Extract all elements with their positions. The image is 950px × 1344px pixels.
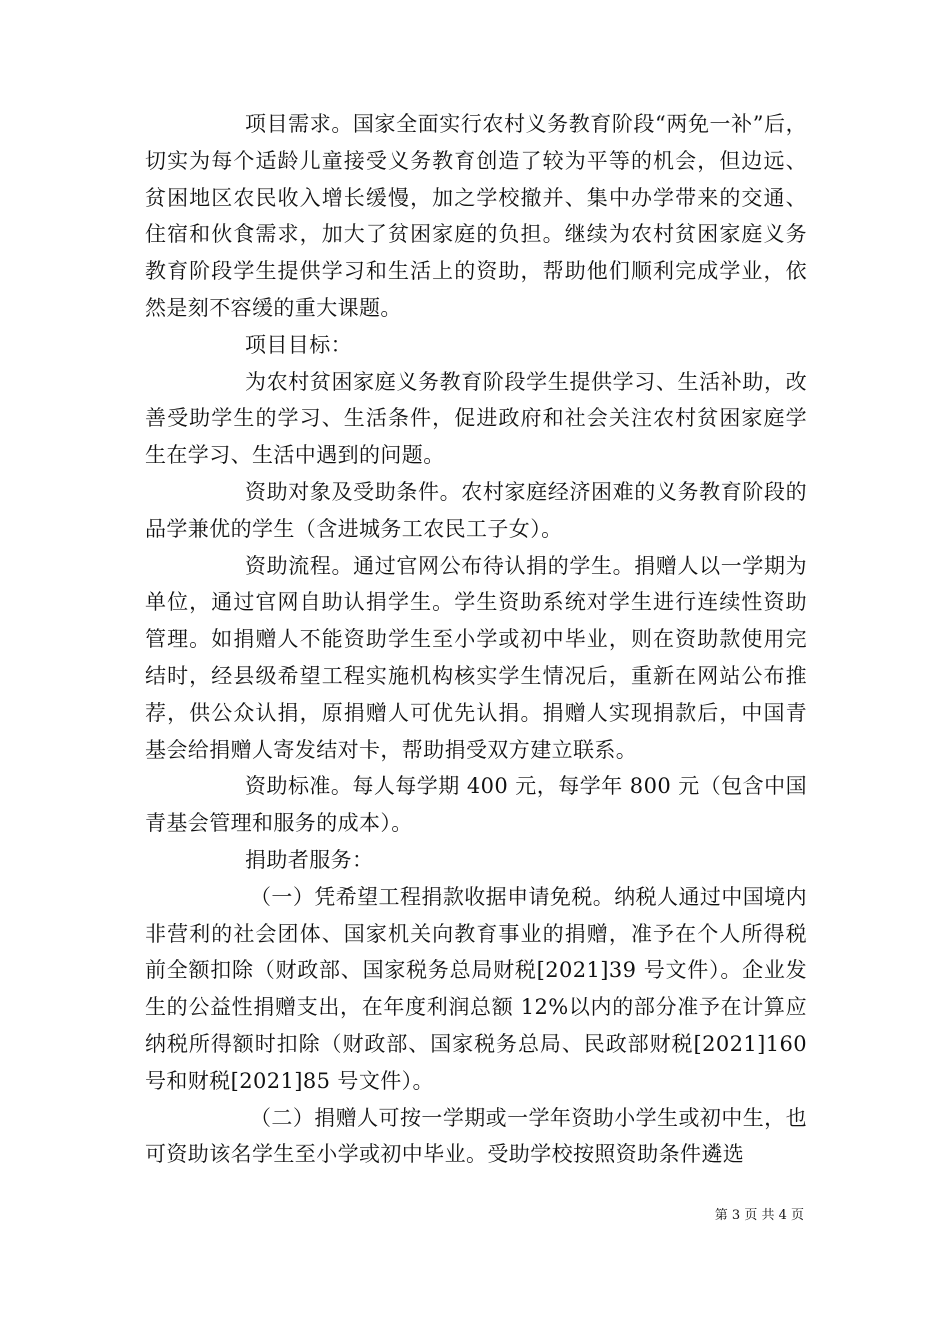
paragraph-donation-options: （二）捐赠人可按一学期或一学年资助小学生或初中生，也可资助该名学生至小学或初中毕业。受助学校按照资助条件遴选 xyxy=(145,1105,807,1167)
paragraph-process: 资助流程。通过官网公布待认捐的学生。捐赠人以一学期为单位，通过官网自助认捐学生。学生资助系统对学生进行连续性资助管理。如捐赠人不能资助学生至小学或初中毕业，则在资助款使用完结时，经县级希望工程实施机构核实学生情况后，重新在网站公布推荐，供公众认捐，原捐赠人可优先认捐。捐赠人实现捐款后，中国青基会给捐赠人寄发结对卡，帮助捐受双方建立联系。 xyxy=(145,553,807,762)
paragraph-project-goal-heading: 项目目标： xyxy=(245,332,352,357)
paragraph-project-needs: 项目需求。国家全面实行农村义务教育阶段“两免一补”后，切实为每个适龄儿童接受义务教育创造了较为平等的机会，但边远、贫困地区农民收入增长缓慢，加之学校撤并、集中办学带来的交通、住宿和伙食需求，加大了贫困家庭的负担。继续为农村贫困家庭义务教育阶段学生提供学习和生活上的资助，帮助他们顺利完成学业，依然是刻不容缓的重大课题。 xyxy=(145,112,807,320)
paragraph-standard: 资助标准。每人每学期 400 元，每学年 800 元（包含中国青基会管理和服务的成本）。 xyxy=(145,774,807,836)
document-body xyxy=(145,106,807,1173)
paragraph-tax-exemption: （一）凭希望工程捐款收据申请免税。纳税人通过中国境内非营利的社会团体、国家机关向教育事业的捐赠，准予在个人所得税前全额扣除（财政部、国家税务总局财税[2021]39 号文件）。企业发生的公益性捐赠支出，在年度利润总额 12%以内的部分准予在计算应纳税所得额时扣除（财政部、国家税务总局、民政部财税[2021]160 号和财税[2021]85 号文件）。 xyxy=(145,884,807,1093)
paragraph-eligibility: 资助对象及受助条件。农村家庭经济困难的义务教育阶段的品学兼优的学生（含进城务工农民工子女）。 xyxy=(145,479,807,541)
paragraph-project-goal: 为农村贫困家庭义务教育阶段学生提供学习、生活补助，改善受助学生的学习、生活条件，促进政府和社会关注农村贫困家庭学生在学习、生活中遇到的问题。 xyxy=(145,369,807,468)
page-number: 第 3 页 共 4 页 xyxy=(714,1208,804,1223)
paragraph-donor-service-heading: 捐助者服务： xyxy=(245,847,374,872)
